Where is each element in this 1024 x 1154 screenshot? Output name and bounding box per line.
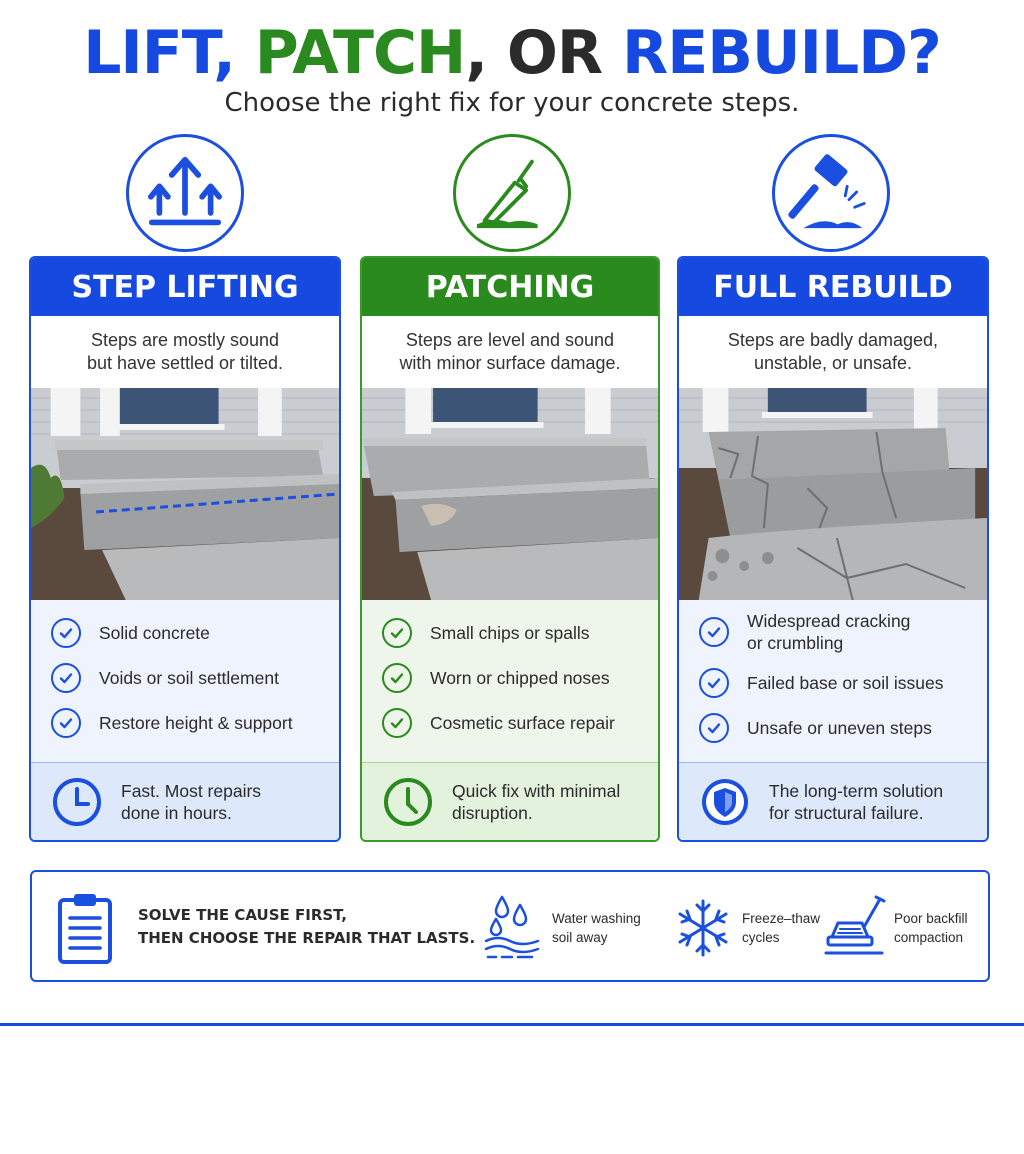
list-item bbox=[51, 610, 321, 655]
factor-label: Water washing bbox=[552, 911, 641, 926]
footer-line: Fast. Most repairs bbox=[121, 780, 262, 801]
card-description bbox=[31, 316, 339, 388]
cause-banner bbox=[30, 870, 990, 982]
factor-label: Freeze–thaw bbox=[742, 911, 821, 926]
card-footer bbox=[31, 762, 339, 840]
list-item bbox=[382, 610, 640, 655]
chipped-steps-photo bbox=[362, 388, 658, 600]
check-icon bbox=[51, 663, 81, 693]
card-checklist bbox=[362, 600, 658, 764]
description-line: but have settled or tilted. bbox=[86, 353, 284, 373]
trowel-icon bbox=[453, 134, 571, 252]
card-heading: STEP LIFTING bbox=[31, 258, 339, 316]
check-icon bbox=[51, 708, 81, 738]
full-rebuild-card bbox=[677, 256, 989, 842]
footer-line: Quick fix with minimal bbox=[452, 780, 621, 801]
card-description bbox=[679, 316, 987, 388]
check-icon bbox=[382, 618, 412, 648]
check-label: Worn or chipped noses bbox=[430, 667, 610, 688]
card-heading: FULL REBUILD bbox=[679, 258, 987, 316]
check-icon bbox=[699, 668, 729, 698]
title-rebuild: REBUILD? bbox=[622, 18, 941, 88]
step-lifting-card bbox=[29, 256, 341, 842]
patching-card bbox=[360, 256, 660, 842]
card-checklist bbox=[31, 600, 339, 764]
factor-label: Poor backfill bbox=[894, 911, 968, 926]
check-label: Unsafe or uneven steps bbox=[747, 717, 932, 738]
clock-icon bbox=[382, 776, 434, 828]
factor-water bbox=[482, 888, 641, 968]
page-subtitle: Choose the right fix for your concrete steps. bbox=[224, 88, 800, 118]
title-or: , OR bbox=[465, 18, 622, 88]
footer-line: disruption. bbox=[452, 802, 533, 823]
description-line: Steps are level and sound bbox=[405, 330, 615, 350]
card-heading: PATCHING bbox=[362, 258, 658, 316]
list-item bbox=[382, 700, 640, 745]
check-label: Widespread cracking bbox=[747, 611, 911, 631]
footer-line: for structural failure. bbox=[769, 802, 924, 823]
check-label: Failed base or soil issues bbox=[747, 672, 944, 693]
check-icon bbox=[699, 617, 729, 647]
cause-line: SOLVE THE CAUSE FIRST, bbox=[138, 906, 347, 924]
arrows-up-icon bbox=[126, 134, 244, 252]
sledgehammer-icon bbox=[772, 134, 890, 252]
description-line: unstable, or unsafe. bbox=[753, 353, 913, 373]
clipboard-icon bbox=[56, 890, 114, 966]
check-icon bbox=[51, 618, 81, 648]
divider bbox=[0, 1023, 1024, 1026]
title-lift: LIFT, bbox=[83, 18, 255, 88]
list-item bbox=[699, 604, 969, 660]
crumbling-steps-photo bbox=[679, 388, 987, 600]
card-footer bbox=[679, 762, 987, 840]
check-label: or crumbling bbox=[747, 633, 844, 653]
list-item bbox=[51, 655, 321, 700]
footer-line: The long-term solution bbox=[769, 780, 944, 801]
footer-line: done in hours. bbox=[121, 802, 232, 823]
check-icon bbox=[382, 663, 412, 693]
clock-icon bbox=[51, 776, 103, 828]
settled-steps-photo bbox=[31, 388, 339, 600]
description-line: Steps are mostly sound bbox=[90, 330, 280, 350]
water-drops-icon bbox=[482, 893, 544, 963]
factor-label: soil away bbox=[552, 930, 608, 945]
title-patch: PATCH bbox=[254, 18, 466, 88]
check-label: Small chips or spalls bbox=[430, 622, 590, 643]
card-checklist bbox=[679, 600, 987, 764]
page-title bbox=[0, 18, 1024, 88]
list-item bbox=[382, 655, 640, 700]
factor-label: compaction bbox=[894, 930, 964, 945]
cause-text bbox=[138, 904, 475, 950]
description-line: with minor surface damage. bbox=[399, 353, 621, 373]
check-label: Solid concrete bbox=[99, 622, 210, 643]
description-line: Steps are badly damaged, bbox=[727, 330, 939, 350]
list-item bbox=[51, 700, 321, 745]
factor-freeze bbox=[672, 888, 820, 968]
shield-icon bbox=[699, 776, 751, 828]
factor-compaction bbox=[824, 888, 968, 968]
check-icon bbox=[699, 713, 729, 743]
check-label: Voids or soil settlement bbox=[99, 667, 279, 688]
check-label: Restore height & support bbox=[99, 712, 293, 733]
card-footer bbox=[362, 762, 658, 840]
snowflake-icon bbox=[672, 893, 734, 963]
card-description bbox=[362, 316, 658, 388]
check-icon bbox=[382, 708, 412, 738]
list-item bbox=[699, 705, 969, 750]
plate-compactor-icon bbox=[824, 893, 886, 963]
cause-line: THEN CHOOSE THE REPAIR THAT LASTS. bbox=[138, 929, 476, 947]
check-label: Cosmetic surface repair bbox=[430, 712, 615, 733]
factor-label: cycles bbox=[742, 930, 780, 945]
list-item bbox=[699, 660, 969, 705]
